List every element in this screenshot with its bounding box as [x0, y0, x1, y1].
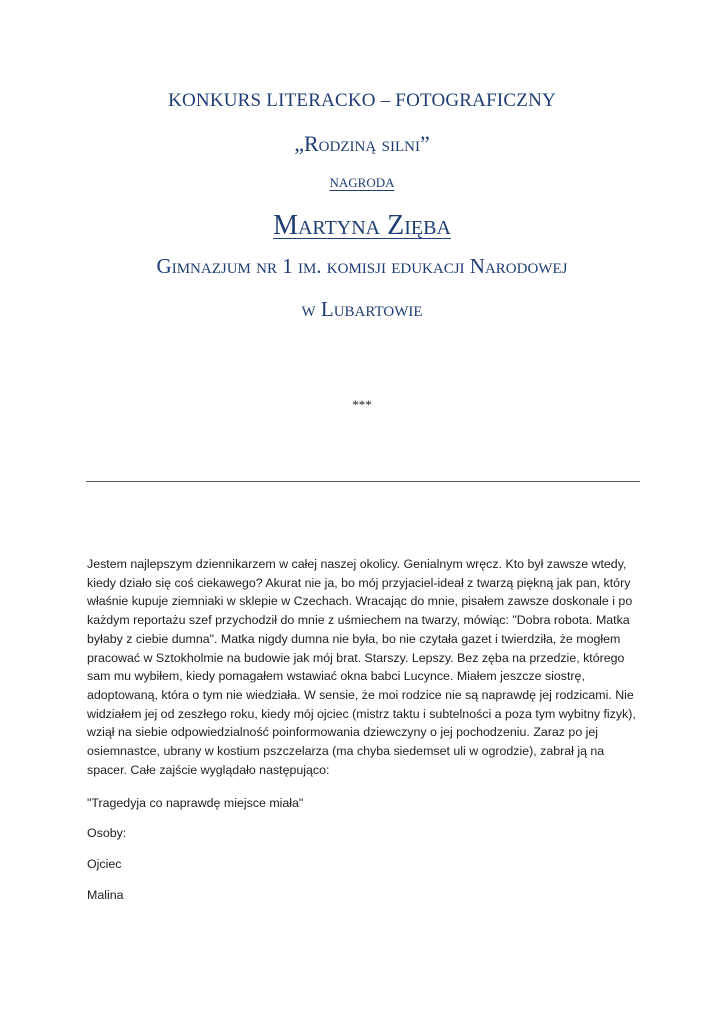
contest-heading: KONKURS LITERACKO – FOTOGRAFICZNY — [168, 90, 556, 111]
award-label: nagroda — [329, 171, 395, 192]
entry-title: „Rodziną silni” — [294, 131, 430, 156]
story-paragraph: Jestem najlepszym dziennikarzem w całej naszej okolicy. Genialnym wręcz. Kto był zawsze wtedy, kiedy działo się coś ciekawego? Akurat nie ja, bo mój przyjaciel-ideał z twarzą piękną jak pan, który właśnie kupuje ziemniaki w sklepie w Czechach. Wracając do mnie, pisałem zawsze doskonale i po każdym reportażu szef przychodził do mnie z uśmiechem na twarzy, mówiąc: "Dobra robota. Matka byłaby z ciebie dumna". Matka nigdy dumna nie była, bo nie czytała gazet i twierdziła, że mogłem pracować w Sztokholmie na budowie jak mój brat. Starszy. Lepszy. Bez zęba na przedzie, którego sam mu wybiłem, kiedy pomagałem wstawiać okna babci Lucynce. Miałem jeszcze siostrę, adoptowaną, która o tym nie wiedziała. W sensie, że moi rodzice nie są naprawdę jej rodzicami. Nie widziałem jej od zeszłego roku, kiedy mój ojciec (mistrz taktu i subtelności a poza tym wybitny fizyk), wziął na siebie odpowiedzialność poinformowania dziewczyny o jej pochodzeniu. Zaraz po jej osiemnastce, ubrany w kostium pszczelarza (ma chyba siedemset uli w ogrodzie), zabrał ją na spacer. Całe zajście wyglądało następująco: — [87, 557, 636, 777]
section-separator: *** — [352, 397, 372, 412]
persons-label: Osoby: — [87, 826, 127, 840]
person-item: Malina — [87, 888, 124, 902]
school-town: w Lubartowie — [301, 297, 423, 321]
person-item: Ojciec — [87, 857, 122, 871]
play-title: "Tragedyja co naprawdę miejsce miała" — [87, 796, 304, 810]
author-name: Martyna Zięba — [273, 210, 451, 241]
horizontal-rule — [86, 481, 640, 482]
school-name: Gimnazjum nr 1 im. komisji edukacji Narodowej — [156, 254, 568, 278]
